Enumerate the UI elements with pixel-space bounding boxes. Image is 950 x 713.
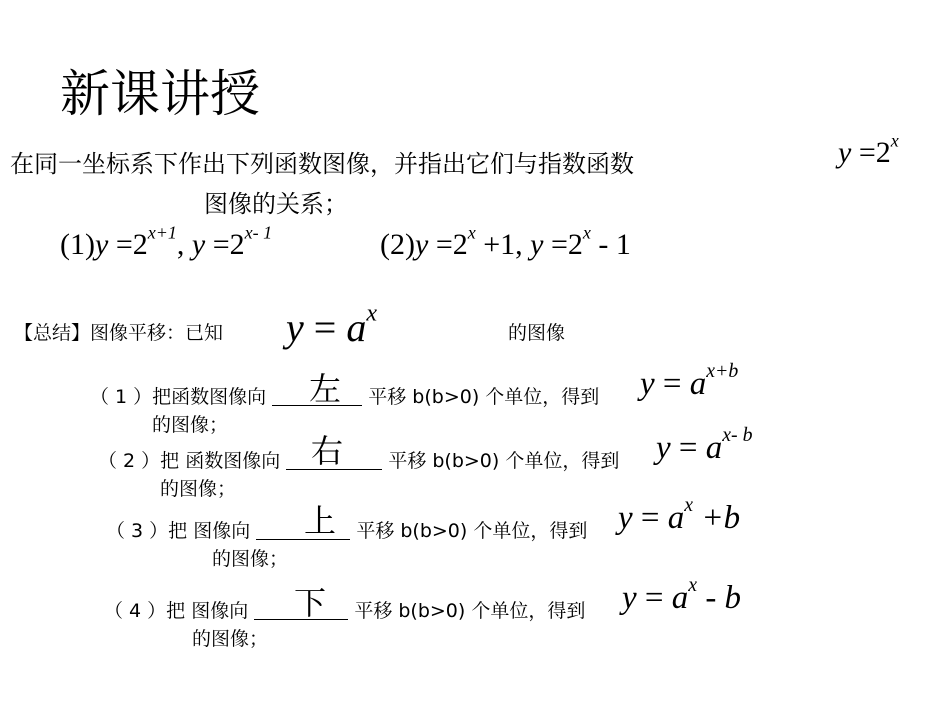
item-4-res-exp: x	[688, 574, 698, 597]
item-4-number: （ 4 ）把 图像向	[104, 600, 249, 622]
item-1-result	[640, 360, 739, 403]
eq1-exp-2: x- 1	[244, 222, 273, 243]
eq1-y1: y	[94, 228, 109, 261]
eq1-number: (1)	[60, 228, 95, 261]
item-4-res-base: a	[671, 580, 689, 616]
summary-eq-exp: x	[366, 300, 377, 327]
eq2-exp-2: x	[582, 222, 591, 243]
item-1-line	[90, 382, 599, 409]
intro-equation	[838, 130, 899, 170]
item-2-line	[98, 446, 619, 473]
equation-2	[380, 222, 631, 262]
eq1-base-1: 2	[132, 228, 148, 261]
item-2-res-y: y	[656, 430, 671, 466]
item-4-line	[104, 596, 585, 623]
item-3-res-base: a	[667, 500, 685, 536]
intro-line-2: 图像的关系；	[204, 190, 348, 218]
eq2-number: (2)	[380, 228, 415, 261]
item-2-fill: 右	[311, 432, 344, 470]
eq1-y2: y	[191, 228, 206, 261]
item-3-line-2: 的图像；	[212, 548, 289, 570]
item-1-res-base: a	[689, 366, 707, 402]
summary-eq-sign: =	[313, 305, 337, 350]
item-2-res-eq: =	[678, 430, 698, 466]
eq2-sign-2: =	[550, 228, 568, 261]
item-4-res-y: y	[622, 580, 637, 616]
eq2-plus-1: +1	[475, 228, 516, 261]
item-4-line-2: 的图像；	[192, 628, 269, 650]
item-1-number: （ 1 ）把函数图像向	[90, 386, 267, 408]
item-4-result	[622, 574, 742, 617]
eq1-comma: ,	[176, 228, 185, 261]
eq1-sign-2: =	[212, 228, 230, 261]
eq2-sign-1: =	[435, 228, 453, 261]
item-1-text: 平移 b(b>0) 个单位，得到	[368, 386, 600, 408]
summary-eq-base: a	[346, 305, 367, 350]
intro-eq-lhs: y	[838, 136, 852, 169]
equation-1	[60, 222, 273, 262]
item-4-res-tail: - b	[697, 580, 742, 616]
summary-label: 【总结】图像平移：已知	[14, 322, 224, 344]
item-4-fill: 下	[294, 584, 327, 622]
item-2-number: （ 2 ）把 函数图像向	[98, 450, 281, 472]
item-2-res-exp: x- b	[722, 424, 753, 447]
eq1-exp-1: x+1	[147, 222, 177, 243]
item-4-res-eq: =	[644, 580, 664, 616]
item-3-result	[618, 494, 741, 537]
eq1-sign-1: =	[115, 228, 133, 261]
item-1-fill: 左	[309, 370, 342, 408]
item-3-text: 平移 b(b>0) 个单位，得到	[356, 520, 588, 542]
item-1-res-y: y	[640, 366, 655, 402]
item-3-res-y: y	[618, 500, 633, 536]
item-2-res-base: a	[705, 430, 723, 466]
item-3-number: （ 3 ）把 图像向	[106, 520, 251, 542]
intro-line-1: 在同一坐标系下作出下列函数图像，并指出它们与指数函数	[10, 150, 634, 178]
item-3-res-exp: x	[684, 494, 694, 517]
summary-tail: 的图像	[508, 322, 566, 344]
eq2-exp-1: x	[467, 222, 476, 243]
item-1-res-eq: =	[662, 366, 682, 402]
eq2-base-2: 2	[567, 228, 583, 261]
item-1-res-exp: x+b	[706, 360, 739, 383]
item-3-line	[106, 516, 587, 543]
item-2-line-2: 的图像；	[160, 478, 237, 500]
eq1-base-2: 2	[229, 228, 245, 261]
item-2-result	[656, 424, 753, 467]
eq2-minus-1: - 1	[590, 228, 631, 261]
summary-equation	[286, 300, 377, 351]
summary-eq-lhs: y	[286, 305, 304, 350]
intro-eq-sign: =	[858, 136, 876, 169]
item-3-res-eq: =	[640, 500, 660, 536]
intro-eq-exp: x	[890, 130, 899, 151]
eq2-y1: y	[414, 228, 429, 261]
slide-title: 新课讲授	[60, 65, 260, 123]
item-2-text: 平移 b(b>0) 个单位，得到	[388, 450, 620, 472]
item-3-res-tail: +b	[693, 500, 741, 536]
intro-eq-base: 2	[875, 136, 891, 169]
eq2-y2: y	[530, 228, 544, 261]
eq2-comma: ,	[515, 228, 523, 261]
eq2-base-1: 2	[452, 228, 468, 261]
item-3-fill: 上	[304, 502, 337, 540]
item-1-line-2: 的图像；	[152, 414, 229, 436]
item-4-text: 平移 b(b>0) 个单位，得到	[354, 600, 586, 622]
